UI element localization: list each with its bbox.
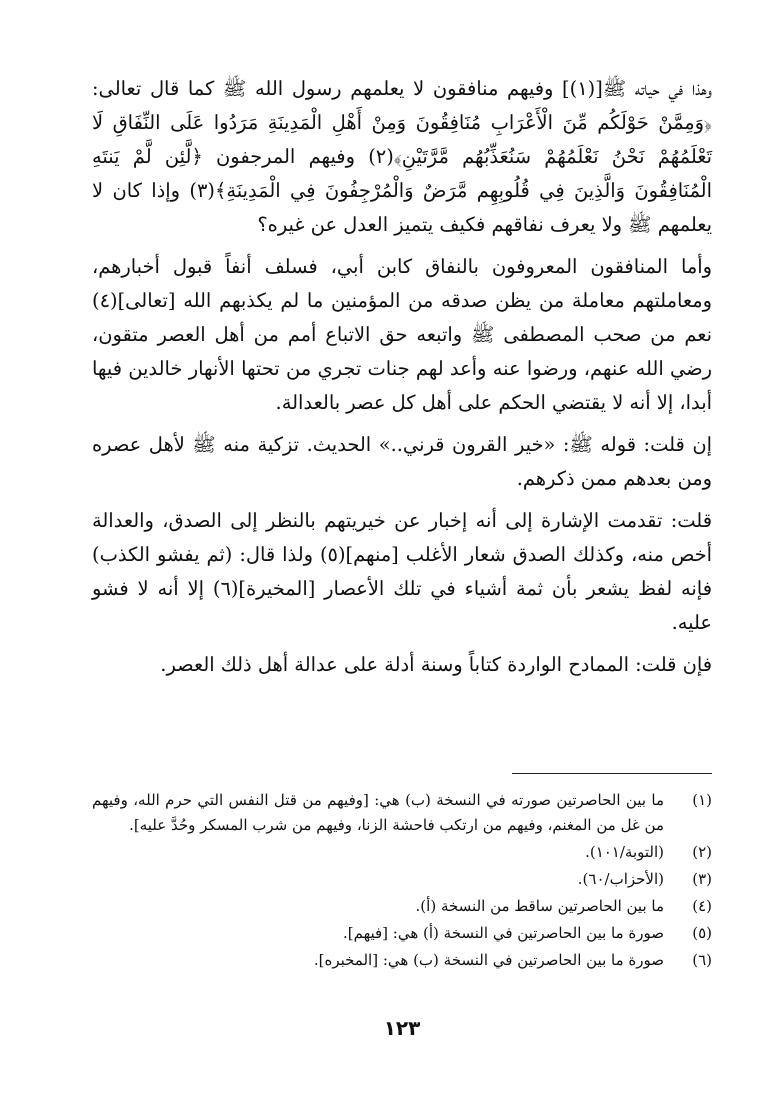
footnote-item [92, 894, 712, 919]
footnote-number: (١) [692, 791, 712, 809]
footnote-item [92, 867, 712, 892]
page-number: ١٢٣ [383, 1016, 421, 1040]
paragraph-2: وأما المنافقون المعروفون بالنفاق كابن أبي، فسلف أنفاً قبول أخبارهم، ومعاملتهم معاملة من يظن صدقه من المؤمنين ما لم يكذبهم الله [تعالى](٤) نعم من صحب المصطفى ﷺ واتبعه حق الاتباع أمم من أهل العصر متقون، رضي الله عنهم، ورضوا عنه وأعد لهم جنات تجري من تحتها الأنهار خالدين فيها أبدا، إلا أنه لا يقتضي الحكم على أهل كل عصر بالعدالة. [92, 255, 712, 414]
footnote-number: (٢) [692, 843, 712, 861]
footnote-number: (٦) [692, 951, 712, 969]
footnote-text: صورة ما بين الحاصرتين في النسخة (ب) هي: [المخبره]. [313, 951, 664, 969]
footnote-item [92, 840, 712, 865]
footnote-item [92, 788, 712, 838]
footnote-number: (٣) [692, 870, 712, 888]
paragraph-4: قلت: تقدمت الإشارة إلى أنه إخبار عن خيريتهم بالنظر إلى الصدق، والعدالة أخص منه، وكذلك الصدق شعار الأغلب [منهم](٥) ولذا قال: (ثم يفشو الكذب) فإنه لفظ يشعر بأن ثمة أشياء في تلك الأعصار [المخيرة](٦) إلا أنه لا فشو عليه. [92, 509, 712, 634]
footnote-text: ما بين الحاصرتين صورته في النسخة (ب) هي: [وفيهم من قتل النفس التي حرم الله، وفيهم من غل من المغنم، وفيهم من ارتكب فاحشة الزنا، وفيهم من شرب المسكر وحُدَّ عليه]. [92, 791, 664, 834]
paragraph-5: فإن قلت: الممادح الواردة كتاباً وسنة أدلة على عدالة أهل ذلك العصر. [160, 653, 712, 676]
footnote-text: صورة ما بين الحاصرتين في النسخة (أ) هي: [فيهم]. [342, 924, 664, 942]
footnote-number: (٥) [692, 924, 712, 942]
footnote-separator [512, 773, 712, 774]
paragraph-3: إن قلت: قوله ﷺ: «خير القرون قرني..» الحديث. تزكية منه ﷺ لأهل عصره ومن بعدهم ممن ذكرهم. [92, 433, 712, 490]
footnote-text: ما بين الحاصرتين ساقط من النسخة (أ). [415, 897, 664, 915]
footnote-item [92, 948, 712, 973]
footnote-text: (التوبة/١٠١). [585, 843, 664, 861]
footnote-number: (٤) [692, 897, 712, 915]
footnote-text: (الأحزاب/٦٠). [577, 870, 664, 888]
paragraph-1: وهذا في حياته ﷺ[(١)] وفيهم منافقون لا يعلمهم رسول الله ﷺ كما قال تعالى: ﴿وَمِمَّنْ حَوْلَكُم مِّنَ الْأَعْرَابِ مُنَافِقُونَ وَمِنْ أَهْلِ الْمَدِينَةِ مَرَدُوا عَلَى النِّفَاقِ لَا تَعْلَمُهُمْ نَحْنُ نَعْلَمُهُمْ سَنُعَذِّبُهُم مَّرَّتَيْنِ﴾(٢) وفيهم المرجفون ﴿لَّئِن لَّمْ يَنتَهِ الْمُنَافِقُونَ وَالَّذِينَ فِي قُلُوبِهِم مَّرَضٌ وَالْمُرْجِفُونَ فِي الْمَدِينَةِ﴾(٣) وإذا كان لا يعلمهم ﷺ ولا يعرف نفاقهم فكيف يتميز العدل عن غيره؟ [92, 77, 712, 236]
footnote-item [92, 921, 712, 946]
book-page [92, 58, 712, 1088]
footnotes-list [92, 788, 712, 975]
